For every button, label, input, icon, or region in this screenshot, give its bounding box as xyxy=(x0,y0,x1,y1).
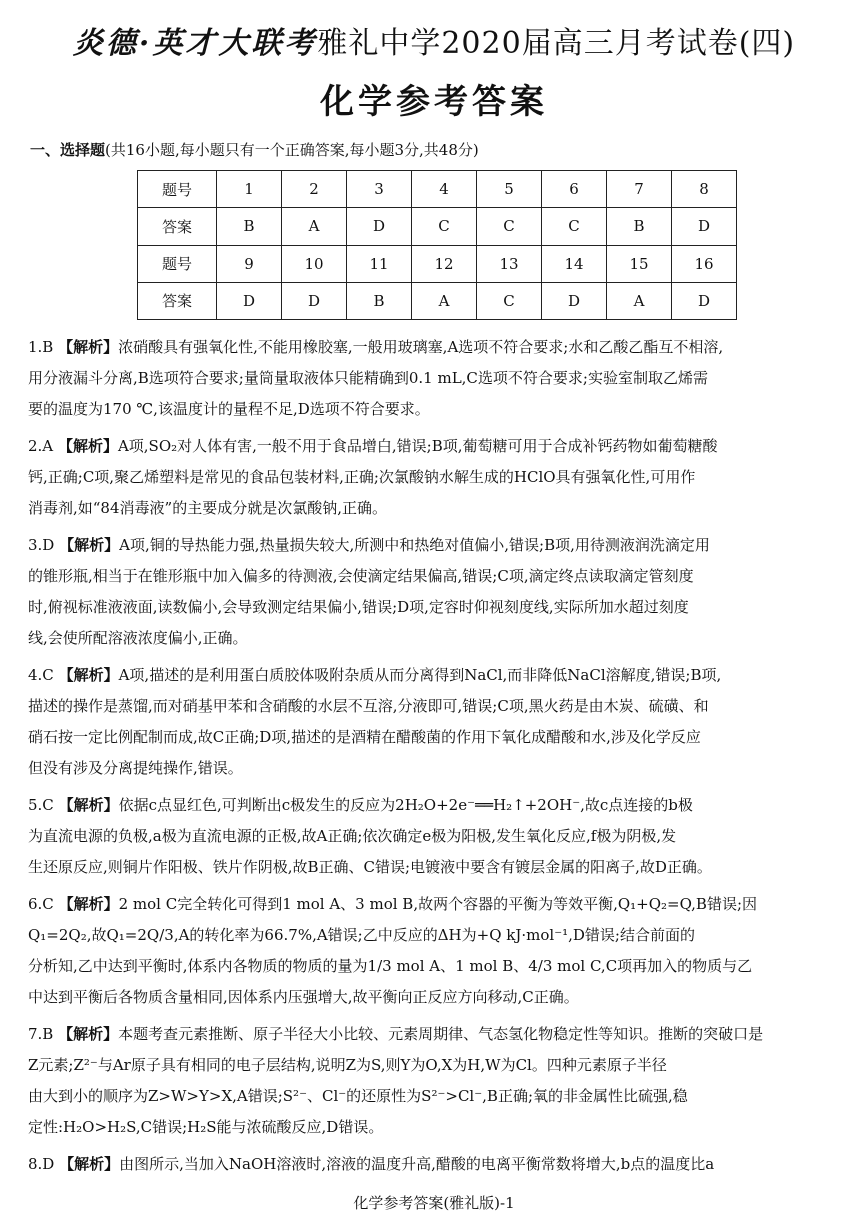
analysis-tag: 【解析】 xyxy=(59,1155,120,1173)
list-item xyxy=(28,1019,840,1143)
table-cell: 13 xyxy=(477,245,542,282)
line-text: 中达到平衡后各物质含量相同,因体系内压强增大,故平衡向正反应方向移动,C正确。 xyxy=(28,988,579,1006)
table-cell: 10 xyxy=(282,245,347,282)
table-cell: A xyxy=(607,282,672,319)
section-heading xyxy=(30,139,479,160)
line-text: 由图所示,当加入NaOH溶液时,溶液的温度升高,醋酸的电离平衡常数将增大,b点的温度比a xyxy=(119,1155,715,1173)
line-text: 分析知,乙中达到平衡时,体系内各物质的物质的量为1/3 mol A、1 mol B、4/3 mol C,C项再加入的物质与乙 xyxy=(28,957,753,975)
table-cell: 5 xyxy=(477,171,542,208)
table-cell: C xyxy=(412,208,477,245)
explanation-line xyxy=(28,493,840,524)
explanation-list xyxy=(28,332,840,1186)
explanation-line xyxy=(28,1112,840,1143)
table-cell: 3 xyxy=(347,171,412,208)
exam-header xyxy=(0,18,868,62)
table-cell: 2 xyxy=(282,171,347,208)
table-row xyxy=(138,245,737,282)
page-footer: 化学参考答案(雅礼版)-1 xyxy=(353,1194,515,1212)
list-item xyxy=(28,1149,840,1180)
explanation-line xyxy=(28,660,840,691)
table-cell: D xyxy=(347,208,412,245)
table-cell: D xyxy=(672,282,737,319)
table-row xyxy=(138,282,737,319)
item-number: 2.A xyxy=(28,437,54,455)
line-text: 2 mol C完全转化可得到1 mol A、3 mol B,故两个容器的平衡为等效平衡,Q₁+Q₂=Q,B错误;因 xyxy=(118,895,758,913)
row-label: 答案 xyxy=(138,282,217,319)
section-description: (共16小题,每小题只有一个正确答案,每小题3分,共48分) xyxy=(105,141,479,159)
line-text: 为直流电源的负极,a极为直流电源的正极,故A正确;依次确定e极为阳极,发生氧化反应,f极为阴极,发 xyxy=(28,827,677,845)
explanation-line xyxy=(28,363,840,394)
analysis-tag: 【解析】 xyxy=(58,895,119,913)
explanation-line xyxy=(28,332,840,363)
exam-name: 雅礼中学2020届高三月考试卷(四) xyxy=(317,26,796,61)
row-label: 题号 xyxy=(138,171,217,208)
line-text: 时,俯视标准液液面,读数偏小,会导致测定结果偏小,错误;D项,定容时仰视刻度线,实际所加水超过刻度 xyxy=(28,598,689,616)
table-cell: 9 xyxy=(217,245,282,282)
explanation-line xyxy=(28,623,840,654)
item-number: 4.C xyxy=(28,666,54,684)
table-cell: 14 xyxy=(542,245,607,282)
line-text: 生还原反应,则铜片作阳极、铁片作阴极,故B正确、C错误;电镀液中要含有镀层金属的阳离子,故D正确。 xyxy=(28,858,712,876)
table-cell: 11 xyxy=(347,245,412,282)
list-item xyxy=(28,431,840,524)
line-text: Q₁=2Q₂,故Q₁=2Q/3,A的转化率为66.7%,A错误;乙中反应的ΔH为+Q kJ·mol⁻¹,D错误;结合前面的 xyxy=(28,926,695,944)
line-text: Z元素;Z²⁻与Ar原子具有相同的电子层结构,说明Z为S,则Y为O,X为H,W为Cl。四种元素原子半径 xyxy=(28,1056,667,1074)
list-item xyxy=(28,530,840,654)
table-cell: 16 xyxy=(672,245,737,282)
explanation-line xyxy=(28,561,840,592)
table-cell: 7 xyxy=(607,171,672,208)
list-item xyxy=(28,790,840,883)
line-text: 的锥形瓶,相当于在锥形瓶中加入偏多的待测液,会使滴定结果偏高,错误;C项,滴定终点读取滴定管刻度 xyxy=(28,567,694,585)
page-title: 化学参考答案 xyxy=(320,82,548,122)
analysis-tag: 【解析】 xyxy=(58,338,119,356)
table-row xyxy=(138,208,737,245)
explanation-line xyxy=(28,530,840,561)
line-text: A项,描述的是利用蛋白质胶体吸附杂质从而分离得到NaCl,而非降低NaCl溶解度,错误;B项, xyxy=(118,666,722,684)
table-cell: C xyxy=(477,282,542,319)
table-cell: D xyxy=(542,282,607,319)
line-text: 用分液漏斗分离,B选项符合要求;量筒量取液体只能精确到0.1 mL,C选项不符合要求;实验室制取乙烯需 xyxy=(28,369,708,387)
table-cell: 15 xyxy=(607,245,672,282)
answer-table xyxy=(137,170,737,320)
table-cell: 12 xyxy=(412,245,477,282)
explanation-line xyxy=(28,394,840,425)
line-text: 描述的操作是蒸馏,而对硝基甲苯和含硝酸的水层不互溶,分液即可,错误;C项,黑火药是由木炭、硫磺、和 xyxy=(28,697,709,715)
list-item xyxy=(28,332,840,425)
item-number: 6.C xyxy=(28,895,54,913)
explanation-line xyxy=(28,462,840,493)
item-number: 8.D xyxy=(28,1155,55,1173)
explanation-line xyxy=(28,821,840,852)
explanation-line xyxy=(28,790,840,821)
list-item xyxy=(28,660,840,784)
line-text: 定性:H₂O>H₂S,C错误;H₂S能与浓硫酸反应,D错误。 xyxy=(28,1118,384,1136)
analysis-tag: 【解析】 xyxy=(58,1025,119,1043)
table-cell: D xyxy=(282,282,347,319)
line-text: 要的温度为170 ℃,该温度计的量程不足,D选项不符合要求。 xyxy=(28,400,430,418)
table-cell: C xyxy=(477,208,542,245)
item-number: 3.D xyxy=(28,536,55,554)
line-text: 消毒剂,如“84消毒液”的主要成分就是次氯酸钠,正确。 xyxy=(28,499,387,517)
line-text: 由大到小的顺序为Z>W>Y>X,A错误;S²⁻、Cl⁻的还原性为S²⁻>Cl⁻,B正确;氧的非金属性比硫强,稳 xyxy=(28,1087,688,1105)
section-label: 一、选择题 xyxy=(30,141,106,159)
table-row xyxy=(138,171,737,208)
item-number: 7.B xyxy=(28,1025,54,1043)
brand-name: 炎德·英才大联考 xyxy=(72,26,318,61)
table-cell: A xyxy=(282,208,347,245)
line-text: 但没有涉及分离提纯操作,错误。 xyxy=(28,759,243,777)
explanation-line xyxy=(28,753,840,784)
line-text: A项,铜的导热能力强,热量损失较大,所测中和热绝对值偏小,错误;B项,用待测液润洗滴定用 xyxy=(119,536,710,554)
item-number: 1.B xyxy=(28,338,54,356)
table-cell: B xyxy=(607,208,672,245)
table-cell: B xyxy=(347,282,412,319)
analysis-tag: 【解析】 xyxy=(58,666,119,684)
analysis-tag: 【解析】 xyxy=(58,796,119,814)
line-text: 浓硝酸具有强氧化性,不能用橡胶塞,一般用玻璃塞,A选项不符合要求;水和乙酸乙酯互不相溶, xyxy=(118,338,724,356)
explanation-line xyxy=(28,920,840,951)
analysis-tag: 【解析】 xyxy=(57,437,118,455)
table-cell: 6 xyxy=(542,171,607,208)
explanation-line xyxy=(28,1081,840,1112)
explanation-line xyxy=(28,431,840,462)
line-text: A项,SO₂对人体有害,一般不用于食品增白,错误;B项,葡萄糖可用于合成补钙药物如葡萄糖酸 xyxy=(117,437,718,455)
list-item xyxy=(28,889,840,1013)
table-cell: D xyxy=(217,282,282,319)
line-text: 硝石按一定比例配制而成,故C正确;D项,描述的是酒精在醋酸菌的作用下氧化成醋酸和水,涉及化学反应 xyxy=(28,728,701,746)
explanation-line xyxy=(28,852,840,883)
explanation-line xyxy=(28,1019,840,1050)
line-text: 线,会使所配溶液浓度偏小,正确。 xyxy=(28,629,248,647)
explanation-line xyxy=(28,951,840,982)
row-label: 题号 xyxy=(138,245,217,282)
explanation-line xyxy=(28,691,840,722)
analysis-tag: 【解析】 xyxy=(59,536,120,554)
explanation-line xyxy=(28,982,840,1013)
table-cell: B xyxy=(217,208,282,245)
explanation-line xyxy=(28,722,840,753)
explanation-line xyxy=(28,592,840,623)
item-number: 5.C xyxy=(28,796,54,814)
line-text: 钙,正确;C项,聚乙烯塑料是常见的食品包装材料,正确;次氯酸钠水解生成的HClO具有强氧化性,可用作 xyxy=(28,468,696,486)
table-cell: C xyxy=(542,208,607,245)
table-cell: D xyxy=(672,208,737,245)
explanation-line xyxy=(28,1050,840,1081)
table-cell: 1 xyxy=(217,171,282,208)
table-cell: 8 xyxy=(672,171,737,208)
table-cell: A xyxy=(412,282,477,319)
line-text: 依据c点显红色,可判断出c极发生的反应为2H₂O+2e⁻══H₂↑+2OH⁻,故c点连接的b极 xyxy=(118,796,693,814)
table-cell: 4 xyxy=(412,171,477,208)
explanation-line xyxy=(28,889,840,920)
explanation-line xyxy=(28,1149,840,1180)
row-label: 答案 xyxy=(138,208,217,245)
line-text: 本题考查元素推断、原子半径大小比较、元素周期律、气态氢化物稳定性等知识。推断的突破口是 xyxy=(118,1025,764,1043)
